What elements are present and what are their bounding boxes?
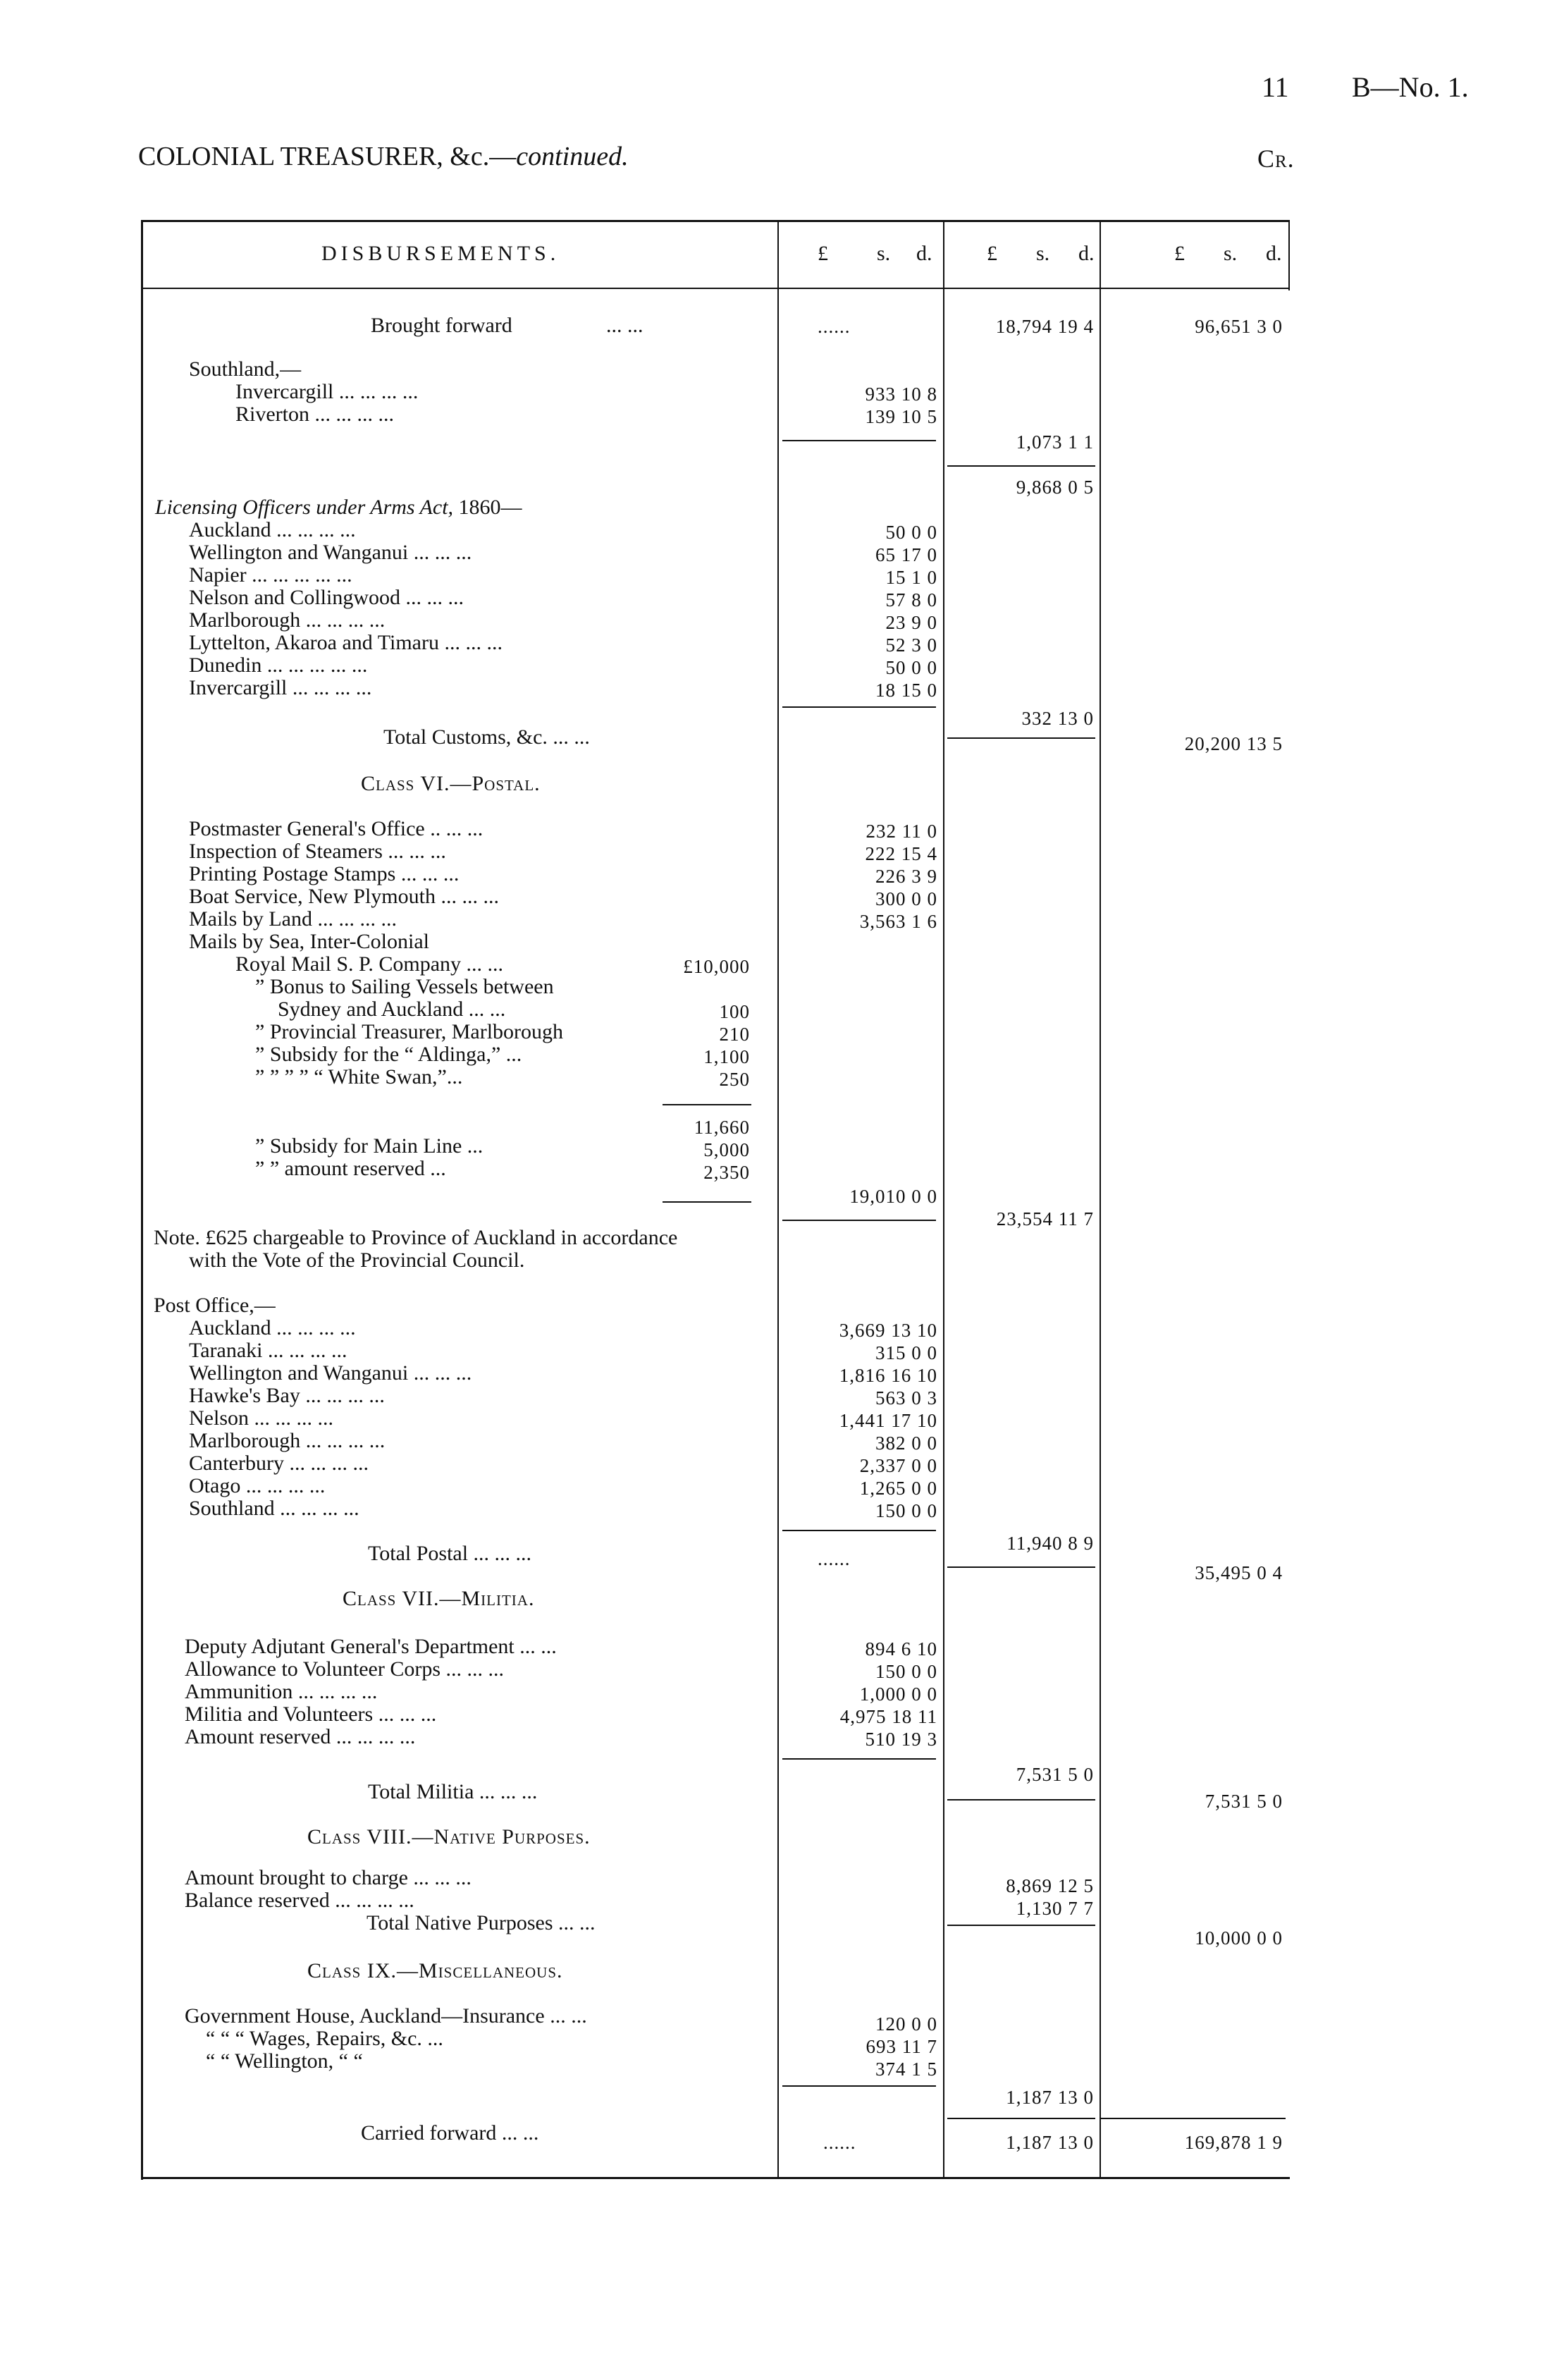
licensing-row: Nelson and Collingwood ... ... ... xyxy=(189,586,464,609)
licensing-row-c1: 65 17 0 xyxy=(875,544,937,565)
postal-row-c1: 3,563 1 6 xyxy=(859,911,937,932)
table-bottom-rule xyxy=(141,2177,1290,2179)
table-top-rule xyxy=(141,220,1290,222)
militia-total-c2: 7,531 5 0 xyxy=(1016,1764,1094,1785)
col3-pounds: £ xyxy=(1174,242,1185,265)
col3-divider xyxy=(1100,220,1101,2178)
brought-forward-c2: 18,794 19 4 xyxy=(995,316,1094,337)
postal-row-c1: 232 11 0 xyxy=(866,821,937,842)
post-office-row: Taranaki ... ... ... ... xyxy=(189,1339,347,1362)
southland-subtotal-rule xyxy=(782,440,936,441)
mail-sub2-amount: 2,350 xyxy=(703,1162,750,1183)
carried-rule-c3 xyxy=(1101,2118,1286,2119)
misc-row-c1: 693 11 7 xyxy=(866,2036,937,2057)
post-office-row-c1: 1,265 0 0 xyxy=(859,1478,937,1499)
total-militia-label: Total Militia ... ... ... xyxy=(368,1780,538,1803)
post-office-row-c1: 2,337 0 0 xyxy=(859,1455,937,1476)
mail-sub-row: ” Provincial Treasurer, Marlborough xyxy=(255,1020,564,1043)
post-office-row: Auckland ... ... ... ... xyxy=(189,1316,356,1339)
total-customs-label: Total Customs, &c. ... ... xyxy=(383,725,590,749)
licensing-row: Invercargill ... ... ... ... xyxy=(189,676,372,699)
licensing-row: Auckland ... ... ... ... xyxy=(189,518,356,541)
credit-side-label: Cr. xyxy=(1257,145,1295,173)
brought-forward-c3: 96,651 3 0 xyxy=(1195,316,1283,337)
militia-row-c1: 1,000 0 0 xyxy=(859,1683,937,1705)
mail-sub-total: 11,660 xyxy=(694,1117,750,1138)
postal-row: Mails by Land ... ... ... ... xyxy=(189,907,397,931)
brought-forward-dots: ... ... xyxy=(606,314,643,337)
licensing-row: Wellington and Wanganui ... ... ... xyxy=(189,541,472,564)
col3-shillings: s. xyxy=(1224,242,1238,265)
misc-row: Government House, Auckland—Insurance ... ... xyxy=(185,2004,587,2028)
class-vii-heading: Class VII.—Militia. xyxy=(343,1587,535,1610)
post-office-rule xyxy=(782,1530,936,1531)
postal-row: Boat Service, New Plymouth ... ... ... xyxy=(189,885,499,908)
mail-sub-amount: 210 xyxy=(719,1024,750,1045)
post-office-title: Post Office,— xyxy=(154,1294,276,1317)
post-office-row: Canterbury ... ... ... ... xyxy=(189,1452,369,1475)
brought-forward-c1: ...... xyxy=(818,316,851,337)
post-office-row-c1: 150 0 0 xyxy=(875,1500,937,1521)
total-customs-c3: 20,200 13 5 xyxy=(1184,733,1283,754)
native-rule xyxy=(947,1925,1095,1926)
postal-row-c1: 226 3 9 xyxy=(875,866,937,887)
postal-row-c1: 222 15 4 xyxy=(865,843,937,864)
total-native-label: Total Native Purposes ... ... xyxy=(367,1911,596,1934)
post-office-row: Wellington and Wanganui ... ... ... xyxy=(189,1361,472,1385)
total-postal-rule xyxy=(947,1566,1095,1568)
total-postal-label: Total Postal ... ... ... xyxy=(368,1542,532,1565)
mail-sub2-amount: 5,000 xyxy=(703,1139,750,1160)
mails-by-sea-label: Mails by Sea, Inter-Colonial xyxy=(189,930,430,953)
carried-forward-c2: 1,187 13 0 xyxy=(1006,2132,1094,2153)
column-header-disbursements: DISBURSEMENTS. xyxy=(321,242,560,265)
native-row-c2: 8,869 12 5 xyxy=(1006,1875,1094,1896)
col1-pence: d. xyxy=(916,242,932,265)
mail-sub-row: ” Subsidy for the “ Aldinga,” ... xyxy=(255,1043,522,1066)
postal-row: Inspection of Steamers ... ... ... xyxy=(189,840,446,863)
misc-row-c1: 374 1 5 xyxy=(875,2059,937,2080)
licensing-row-c1: 15 1 0 xyxy=(885,567,937,588)
licensing-row-c1: 50 0 0 xyxy=(885,522,937,543)
total-militia-rule xyxy=(947,1799,1095,1801)
post-office-row-c1: 315 0 0 xyxy=(875,1342,937,1363)
militia-row: Militia and Volunteers ... ... ... xyxy=(185,1703,437,1726)
page-title: COLONIAL TREASURER, &c.—continued. xyxy=(138,142,629,171)
southland-row-c1: 139 10 5 xyxy=(865,406,937,427)
mail-sub-row: ” Bonus to Sailing Vessels between xyxy=(255,975,554,998)
mail-sub2-row: ” Subsidy for Main Line ... xyxy=(255,1134,484,1158)
misc-row-c1: 120 0 0 xyxy=(875,2013,937,2035)
mail-sub-row: Sydney and Auckland ... ... xyxy=(278,998,506,1021)
carried-forward-c1: ...... xyxy=(823,2132,856,2153)
licensing-row-c1: 57 8 0 xyxy=(885,589,937,611)
militia-row: Amount reserved ... ... ... ... xyxy=(185,1725,416,1748)
carried-forward-c3: 169,878 1 9 xyxy=(1184,2132,1283,2153)
militia-row: Deputy Adjutant General's Department ... ... xyxy=(185,1635,557,1658)
licensing-row: Marlborough ... ... ... ... xyxy=(189,608,386,632)
post-office-row: Marlborough ... ... ... ... xyxy=(189,1429,386,1452)
misc-row: “ “ “ Wages, Repairs, &c. ... xyxy=(206,2027,443,2050)
col2-pounds: £ xyxy=(987,242,997,265)
misc-row: “ “ Wellington, “ “ xyxy=(206,2049,363,2073)
mail-sub2-rule xyxy=(663,1201,751,1203)
southland-row-c1: 933 10 8 xyxy=(865,384,937,405)
southland-total-rule xyxy=(947,465,1095,467)
militia-rule xyxy=(782,1758,936,1760)
postal-row-c1: 300 0 0 xyxy=(875,888,937,909)
licensing-total-c2: 332 13 0 xyxy=(1021,708,1094,729)
post-office-total-c2: 11,940 8 9 xyxy=(1006,1533,1094,1554)
mail-sub-row: ” ” ” ” “ White Swan,”... xyxy=(255,1065,463,1088)
total-native-c3: 10,000 0 0 xyxy=(1195,1927,1283,1949)
native-row: Amount brought to charge ... ... ... xyxy=(185,1866,472,1889)
postal-row: Printing Postage Stamps ... ... ... xyxy=(189,862,460,885)
table-left-rule xyxy=(141,220,143,2180)
postal-subtotal-rule xyxy=(782,1220,936,1221)
misc-total-rule xyxy=(947,2118,1095,2119)
postal-row: Postmaster General's Office .. ... ... xyxy=(189,817,484,840)
total-postal-c3: 35,495 0 4 xyxy=(1195,1562,1283,1583)
postal-note-cont: with the Vote of the Provincial Council. xyxy=(189,1249,525,1272)
post-office-row-c1: 563 0 3 xyxy=(875,1387,937,1409)
southland-title: Southland,— xyxy=(189,357,302,381)
licensing-title: Licensing Officers under Arms Act, 1860— xyxy=(155,496,522,519)
mail-sub-rule xyxy=(663,1104,751,1105)
native-row-c2: 1,130 7 7 xyxy=(1016,1898,1094,1919)
total-postal-c1: ...... xyxy=(818,1548,851,1569)
licensing-row: Napier ... ... ... ... ... xyxy=(189,563,352,587)
header-underline xyxy=(141,288,1290,289)
col4-divider xyxy=(1288,220,1290,290)
militia-row-c1: 510 19 3 xyxy=(865,1729,937,1750)
col1-shillings: s. xyxy=(877,242,891,265)
customs-total-rule xyxy=(947,737,1095,739)
post-office-row-c1: 3,669 13 10 xyxy=(839,1320,937,1341)
class-vi-heading: Class VI.—Postal. xyxy=(361,772,541,795)
class-viii-heading: Class VIII.—Native Purposes. xyxy=(307,1825,591,1848)
southland-row: Riverton ... ... ... ... xyxy=(235,403,394,426)
licensing-row-c1: 50 0 0 xyxy=(885,657,937,678)
licensing-rule xyxy=(782,706,936,708)
col3-pence: d. xyxy=(1266,242,1282,265)
mail-sub-row: Royal Mail S. P. Company ... ... xyxy=(235,952,504,976)
militia-row: Allowance to Volunteer Corps ... ... ... xyxy=(185,1657,505,1681)
class-ix-heading: Class IX.—Miscellaneous. xyxy=(307,1959,563,1982)
mails-by-sea-c1: 19,010 0 0 xyxy=(849,1186,937,1207)
post-office-row: Otago ... ... ... ... xyxy=(189,1474,326,1497)
native-row: Balance reserved ... ... ... ... xyxy=(185,1889,414,1912)
militia-row-c1: 150 0 0 xyxy=(875,1661,937,1682)
page-number: 11 xyxy=(1262,71,1289,103)
southland-row: Invercargill ... ... ... ... xyxy=(235,380,419,403)
post-office-row: Nelson ... ... ... ... xyxy=(189,1406,333,1430)
mail-sub-amount: 1,100 xyxy=(703,1046,750,1067)
document-ref: B—No. 1. xyxy=(1352,71,1469,103)
licensing-row-c1: 52 3 0 xyxy=(885,634,937,656)
postal-c2: 23,554 11 7 xyxy=(996,1208,1094,1229)
col1-pounds: £ xyxy=(818,242,828,265)
licensing-row: Dunedin ... ... ... ... ... xyxy=(189,654,368,677)
brought-forward-label: Brought forward xyxy=(371,314,512,337)
militia-row: Ammunition ... ... ... ... xyxy=(185,1680,378,1703)
mail-sub-amount: £10,000 xyxy=(683,956,750,977)
southland-total-c2: 1,073 1 1 xyxy=(1016,431,1094,453)
licensing-row: Lyttelton, Akaroa and Timaru ... ... ... xyxy=(189,631,503,654)
mail-sub-amount: 250 xyxy=(719,1069,750,1090)
post-office-row-c1: 382 0 0 xyxy=(875,1433,937,1454)
post-office-row-c1: 1,441 17 10 xyxy=(839,1410,937,1431)
subtotal-c2: 9,868 0 5 xyxy=(1016,477,1094,498)
militia-row-c1: 4,975 18 11 xyxy=(839,1706,937,1727)
col2-shillings: s. xyxy=(1036,242,1050,265)
col2-pence: d. xyxy=(1078,242,1095,265)
licensing-row-c1: 18 15 0 xyxy=(875,680,937,701)
total-militia-c3: 7,531 5 0 xyxy=(1205,1791,1283,1812)
post-office-row-c1: 1,816 16 10 xyxy=(839,1365,937,1386)
misc-rule xyxy=(782,2085,936,2087)
misc-total-c2: 1,187 13 0 xyxy=(1006,2087,1094,2108)
post-office-row: Hawke's Bay ... ... ... ... xyxy=(189,1384,385,1407)
col1-divider xyxy=(777,220,779,2178)
mail-sub2-row: ” ” amount reserved ... xyxy=(255,1157,446,1180)
carried-forward-label: Carried forward ... ... xyxy=(361,2121,539,2145)
licensing-row-c1: 23 9 0 xyxy=(885,612,937,633)
post-office-row: Southland ... ... ... ... xyxy=(189,1497,359,1520)
militia-row-c1: 894 6 10 xyxy=(865,1638,937,1660)
mail-sub-amount: 100 xyxy=(719,1001,750,1022)
postal-note: Note. £625 chargeable to Province of Auckland in accordance xyxy=(154,1226,678,1249)
